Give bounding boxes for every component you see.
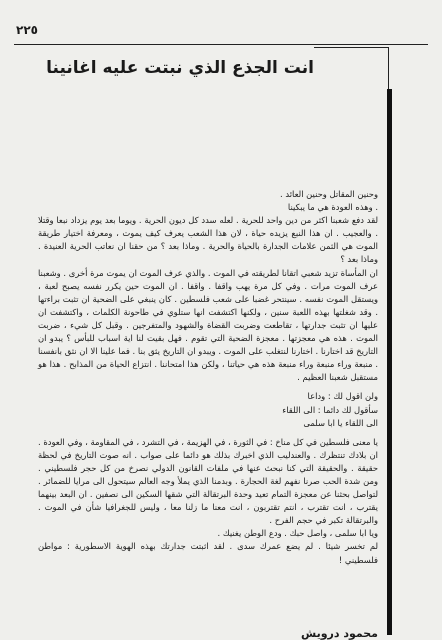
paragraph: وحنين المقاتل وحنين العائد . <box>280 189 378 199</box>
page-number: ٢٢٥ <box>16 23 38 37</box>
verse-line: سأقول لك دائما : الى اللقاء <box>282 404 378 415</box>
paragraph: لم تخسر شيئا . لم يضع عمرك سدى . لقد اثبتت جدارتك بهذه الهوية الاسطورية : مواطن فلسطيني ! <box>38 541 378 565</box>
verse-line: الى اللقاء يا ابا سلمى <box>303 417 378 428</box>
verse-line: ولن اقول لك : وداعا <box>307 391 378 402</box>
paragraph: لقد دفع شعبنا اكثر من دين واحد للحرية . لعله سدد كل ديون الحرية . ويوما بعد يوم يزداد نبعا وقتلا . والعجيب . ان هذا النبع يزيده حياة ، لان هذا الشعب يعرف كيف يموت ، ومعرفة اختيار طريقة الموت هي الثمن علامات الجدارة بالحياة والحرية . وماذا بعد ؟ من حقنا ان نعاتب الحرية العنيدة . وماذا بعد ؟ <box>38 215 378 265</box>
paragraph: ان المأساة تزيد شعبي اتقانا لطريقته في الموت . والذي عرف الموت ان يموت مرة أخرى . وشعبنا عرف الموت مرات . وفي كل مرة يهب واقفا . واقفا . ان الموت حين يكرر نفسه يصبح لعبة ، ويستقل الموت نفسه . سينتحر غضبا على شعب فلسطين . كان ينبغي على الضحية ان تثبت براءتها . وقد شغلتها بهذه اللعبة سنين ، ولكنها اكتشفت انها ستلوي في طاحونة الكلمات ، واكتشفت ان عليها ان تثبت جدارتها ، تقاطعت وضربت القضاة والشهود والمتفرجين . وقبل كل شيء ، ضربت الموت . هذه هي معجزتها . معجزة الضحية التي تقوم . فهل بقيت لنا اية اسباب للبأس ؟ يبدو ان التاريخ قد اختارنا . اختارنا لنتغلب على الموت . ويبدو ان التاريخ يثق بنا . فما علينا الا ان نثق بانفسنا . منبعة وراء منبعة وراء منبعة هذه هي حياتنا ، ولكن هذا امتحاننا . انتزاع الحياة من المذابح . هذا هو مستقبل شعبنا العظيم . <box>38 267 378 383</box>
page-title: انت الجذع الذي نبتت عليه اغانينا <box>46 58 314 78</box>
paragraph: يا معنى فلسطين في كل مناخ : في الثورة ، في الهزيمة ، في التشرد ، في المقاومة ، وفي العودة . ان بلادك تنتظرك . والعندليب الذي اخبرك بذلك هو دائما على صواب . انه صوت التاريخ في لحظة حقيقة . والحقيقة التي كنا نبحث عنها في ملفات القانون الدولي نصرخ من كل حجر فلسطيني . ومن شدة الحب صرنا نفهم لغة الحجارة . وبدمنا الذي يملأ وجه العالم سيتحول الى مرايا للضمائر . لتواصل بحثنا عن معجزة التمام تعيد وحدة البرتقالة التي شقها السكين الى نصفين . ان البعد بينهما يقترب ، انت تقترب ، انتم تقتربون ، انت معنا ما زلنا معا ، وليس للجغرافيا شأن في الموت . والبرتقالة تكبر في حجم الفرح . <box>38 436 378 526</box>
author-signature: محمود درويش <box>301 627 378 640</box>
title-frame <box>314 47 389 90</box>
top-rule <box>14 44 428 45</box>
paragraph: . وهذه العودة هي ما يبكينا <box>287 202 378 213</box>
paragraph: ويا ابا سلمى ، واصل حبك . ودع الوطن يغنيك . <box>217 528 378 539</box>
vertical-rule <box>387 89 392 635</box>
article-body <box>38 188 378 567</box>
